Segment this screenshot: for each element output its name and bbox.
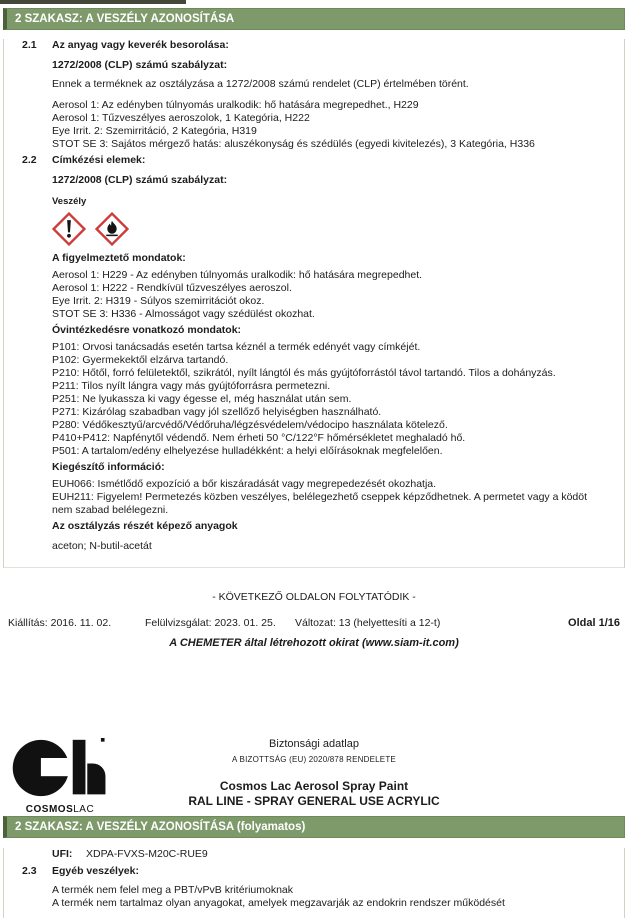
section-2-continued-header-label: 2 SZAKASZ: A VESZÉLY AZONOSÍTÁSA (folyamatos) xyxy=(15,821,306,833)
classification-line: STOT SE 3: Sajátos mérgező hatás: aluszékonyság és szédülés (egyedi kivitelezés), 3 Kategória, H336 xyxy=(52,138,535,150)
section-2-content-box xyxy=(3,39,625,568)
footer-revision-date: Felülvizsgálat: 2023. 01. 25. xyxy=(145,617,276,629)
hazard-statement-line: Aerosol 1: H222 - Rendkívül tűzveszélyes aeroszol. xyxy=(52,282,292,294)
section-2-continued-header-bar xyxy=(3,816,625,838)
precaution-statements-list xyxy=(52,341,604,458)
footer-generator-note: A CHEMETER által létrehozott okirat (www.siam-it.com) xyxy=(169,637,459,649)
precaution-statement-line: P280: Védőkesztyű/arcvédő/Védőruha/légzésvédelem/védocipo használata kötelező. xyxy=(52,419,448,431)
subsection-2-3-title: Egyéb veszélyek: xyxy=(52,865,139,877)
precaution-statement-line: P101: Orvosi tanácsadás esetén tartsa kéznél a termék edényét vagy címkéjét. xyxy=(52,341,421,353)
ufi-label: UFI: xyxy=(52,848,73,860)
ghs-pictograms xyxy=(52,212,604,246)
ghs-flame-pictogram-icon xyxy=(95,212,129,246)
subsection-2-1-title: Az anyag vagy keverék besorolása: xyxy=(52,39,229,51)
classification-line: Aerosol 1: Az edényben túlnyomás uralkodik: hő hatására megrepedhet., H229 xyxy=(52,99,419,111)
precaution-statement-line: P210: Hőtől, forró felületektől, szikrától, nyílt lángtól és más gyújtóforrástól távol tartandó. Tilos a dohányzás. xyxy=(52,367,556,379)
ufi-value: XDPA-FVXS-M20C-RUE9 xyxy=(86,848,208,860)
subsection-2-3-number: 2.3 xyxy=(22,865,37,877)
clp-regulation-subtitle-2: 1272/2008 (CLP) számú szabályzat: xyxy=(52,174,228,186)
hazard-statement-line: STOT SE 3: H336 - Almosságot vagy szédülést okozhat. xyxy=(52,308,315,320)
section-2-continued-content-box xyxy=(3,848,625,918)
subsection-2-2-number: 2.2 xyxy=(22,154,37,166)
continued-next-page-note: - KÖVETKEZŐ OLDALON FOLYTATÓDIK - xyxy=(212,591,416,603)
ufi-row xyxy=(4,848,624,861)
supplementary-info-line: EUH066: Ismétlődő expozíció a bőr kiszáradását vagy megrepedezését okozhatja. xyxy=(52,478,437,490)
precaution-statement-line: P501: A tartalom/edény elhelyezése hulladékként: a helyi előírásoknak megfelelően. xyxy=(52,445,443,457)
section-2-header-label: 2 SZAKASZ: A VESZÉLY AZONOSÍTÁSA xyxy=(15,13,235,25)
precaution-statements-title: Óvintézkedésre vonatkozó mondatok: xyxy=(52,324,242,336)
ghs-exclamation-pictogram-icon xyxy=(52,212,86,246)
footer-version: Változat: 13 (helyettesíti a 12-t) xyxy=(295,617,441,629)
signal-word: Veszély xyxy=(52,196,87,207)
hazard-statement-line: Aerosol 1: H229 - Az edényben túlnyomás uralkodik: hő hatására megrepedhet. xyxy=(52,269,423,281)
precaution-statement-line: P410+P412: Napfénytől védendő. Nem érheti 50 °C/122°F hőmérsékletet meghaladó hő. xyxy=(52,432,466,444)
classification-list xyxy=(52,99,604,151)
classification-line: Eye Irrit. 2: Szemirritáció, 2 Kategória, H319 xyxy=(52,125,257,137)
footer-issued-date: Kiállítás: 2016. 11. 02. xyxy=(8,617,112,629)
subsection-2-1-number: 2.1 xyxy=(22,39,37,51)
subsection-2-3-heading xyxy=(4,865,624,878)
supplementary-info-line: EUH211: Figyelem! Permetezés közben veszélyes, belélegezhető cseppek képződhetnek. A permetet vagy a ködöt nem szabad belélegezni. xyxy=(52,491,588,516)
hazard-statement-line: Eye Irrit. 2: H319 - Súlyos szemirritációt okoz. xyxy=(52,295,265,307)
subsection-2-2-heading xyxy=(4,154,624,167)
substances-line: aceton; N-butil-acetát xyxy=(52,540,152,552)
cosmoslac-logo-text: COSMOSLAC xyxy=(25,804,95,815)
cosmoslac-logo xyxy=(8,738,112,816)
supplementary-info-list xyxy=(52,478,604,517)
regulation-reference: A BIZOTTSÁG (EU) 2020/878 RENDELETE xyxy=(232,755,396,764)
footer-page-number: Oldal 1/16 xyxy=(568,617,620,629)
precaution-statement-line: P102: Gyermekektől elzárva tartandó. xyxy=(52,354,229,366)
page-2-header xyxy=(0,736,628,815)
product-line: RAL LINE - SPRAY GENERAL USE ACRYLIC xyxy=(188,794,440,808)
subsection-2-2-title: Címkézési elemek: xyxy=(52,154,146,166)
previous-section-bar-fragment xyxy=(0,0,186,4)
hazard-statements-title: A figyelmeztető mondatok: xyxy=(52,252,186,264)
document-type: Biztonsági adatlap xyxy=(269,738,359,750)
precaution-statement-line: P271: Kizárólag szabadban vagy jól szellőző helyiségben használható. xyxy=(52,406,382,418)
product-name: Cosmos Lac Aerosol Spray Paint xyxy=(219,779,409,793)
supplementary-info-title: Kiegészítő információ: xyxy=(52,461,165,473)
page-footer xyxy=(0,617,628,631)
precaution-statement-line: P211: Tilos nyílt lángra vagy más gyújtóforrásra permetezni. xyxy=(52,380,331,392)
other-hazards-list xyxy=(52,884,604,910)
clp-regulation-subtitle: 1272/2008 (CLP) számú szabályzat: xyxy=(52,59,228,71)
classification-line: Aerosol 1: Tűzveszélyes aeroszolok, 1 Kategória, H222 xyxy=(52,112,310,124)
cosmoslac-logo-icon xyxy=(12,738,108,798)
precaution-statement-line: P251: Ne lyukassza ki vagy égesse el, még használat után sem. xyxy=(52,393,352,405)
other-hazards-line: A termék nem tartalmaz olyan anyagokat, amelyek megzavarják az endokrin rendszer működését xyxy=(52,897,505,909)
classification-intro: Ennek a terméknek az osztályzása a 1272/2008 számú rendelet (CLP) értelmében törént. xyxy=(52,78,469,90)
hazard-statements-list xyxy=(52,269,604,321)
substances-title: Az osztályzás részét képező anyagok xyxy=(52,520,238,532)
other-hazards-line: A termék nem felel meg a PBT/vPvB kritériumoknak xyxy=(52,884,294,896)
subsection-2-1-heading xyxy=(4,39,624,52)
section-2-header-bar xyxy=(3,8,625,30)
